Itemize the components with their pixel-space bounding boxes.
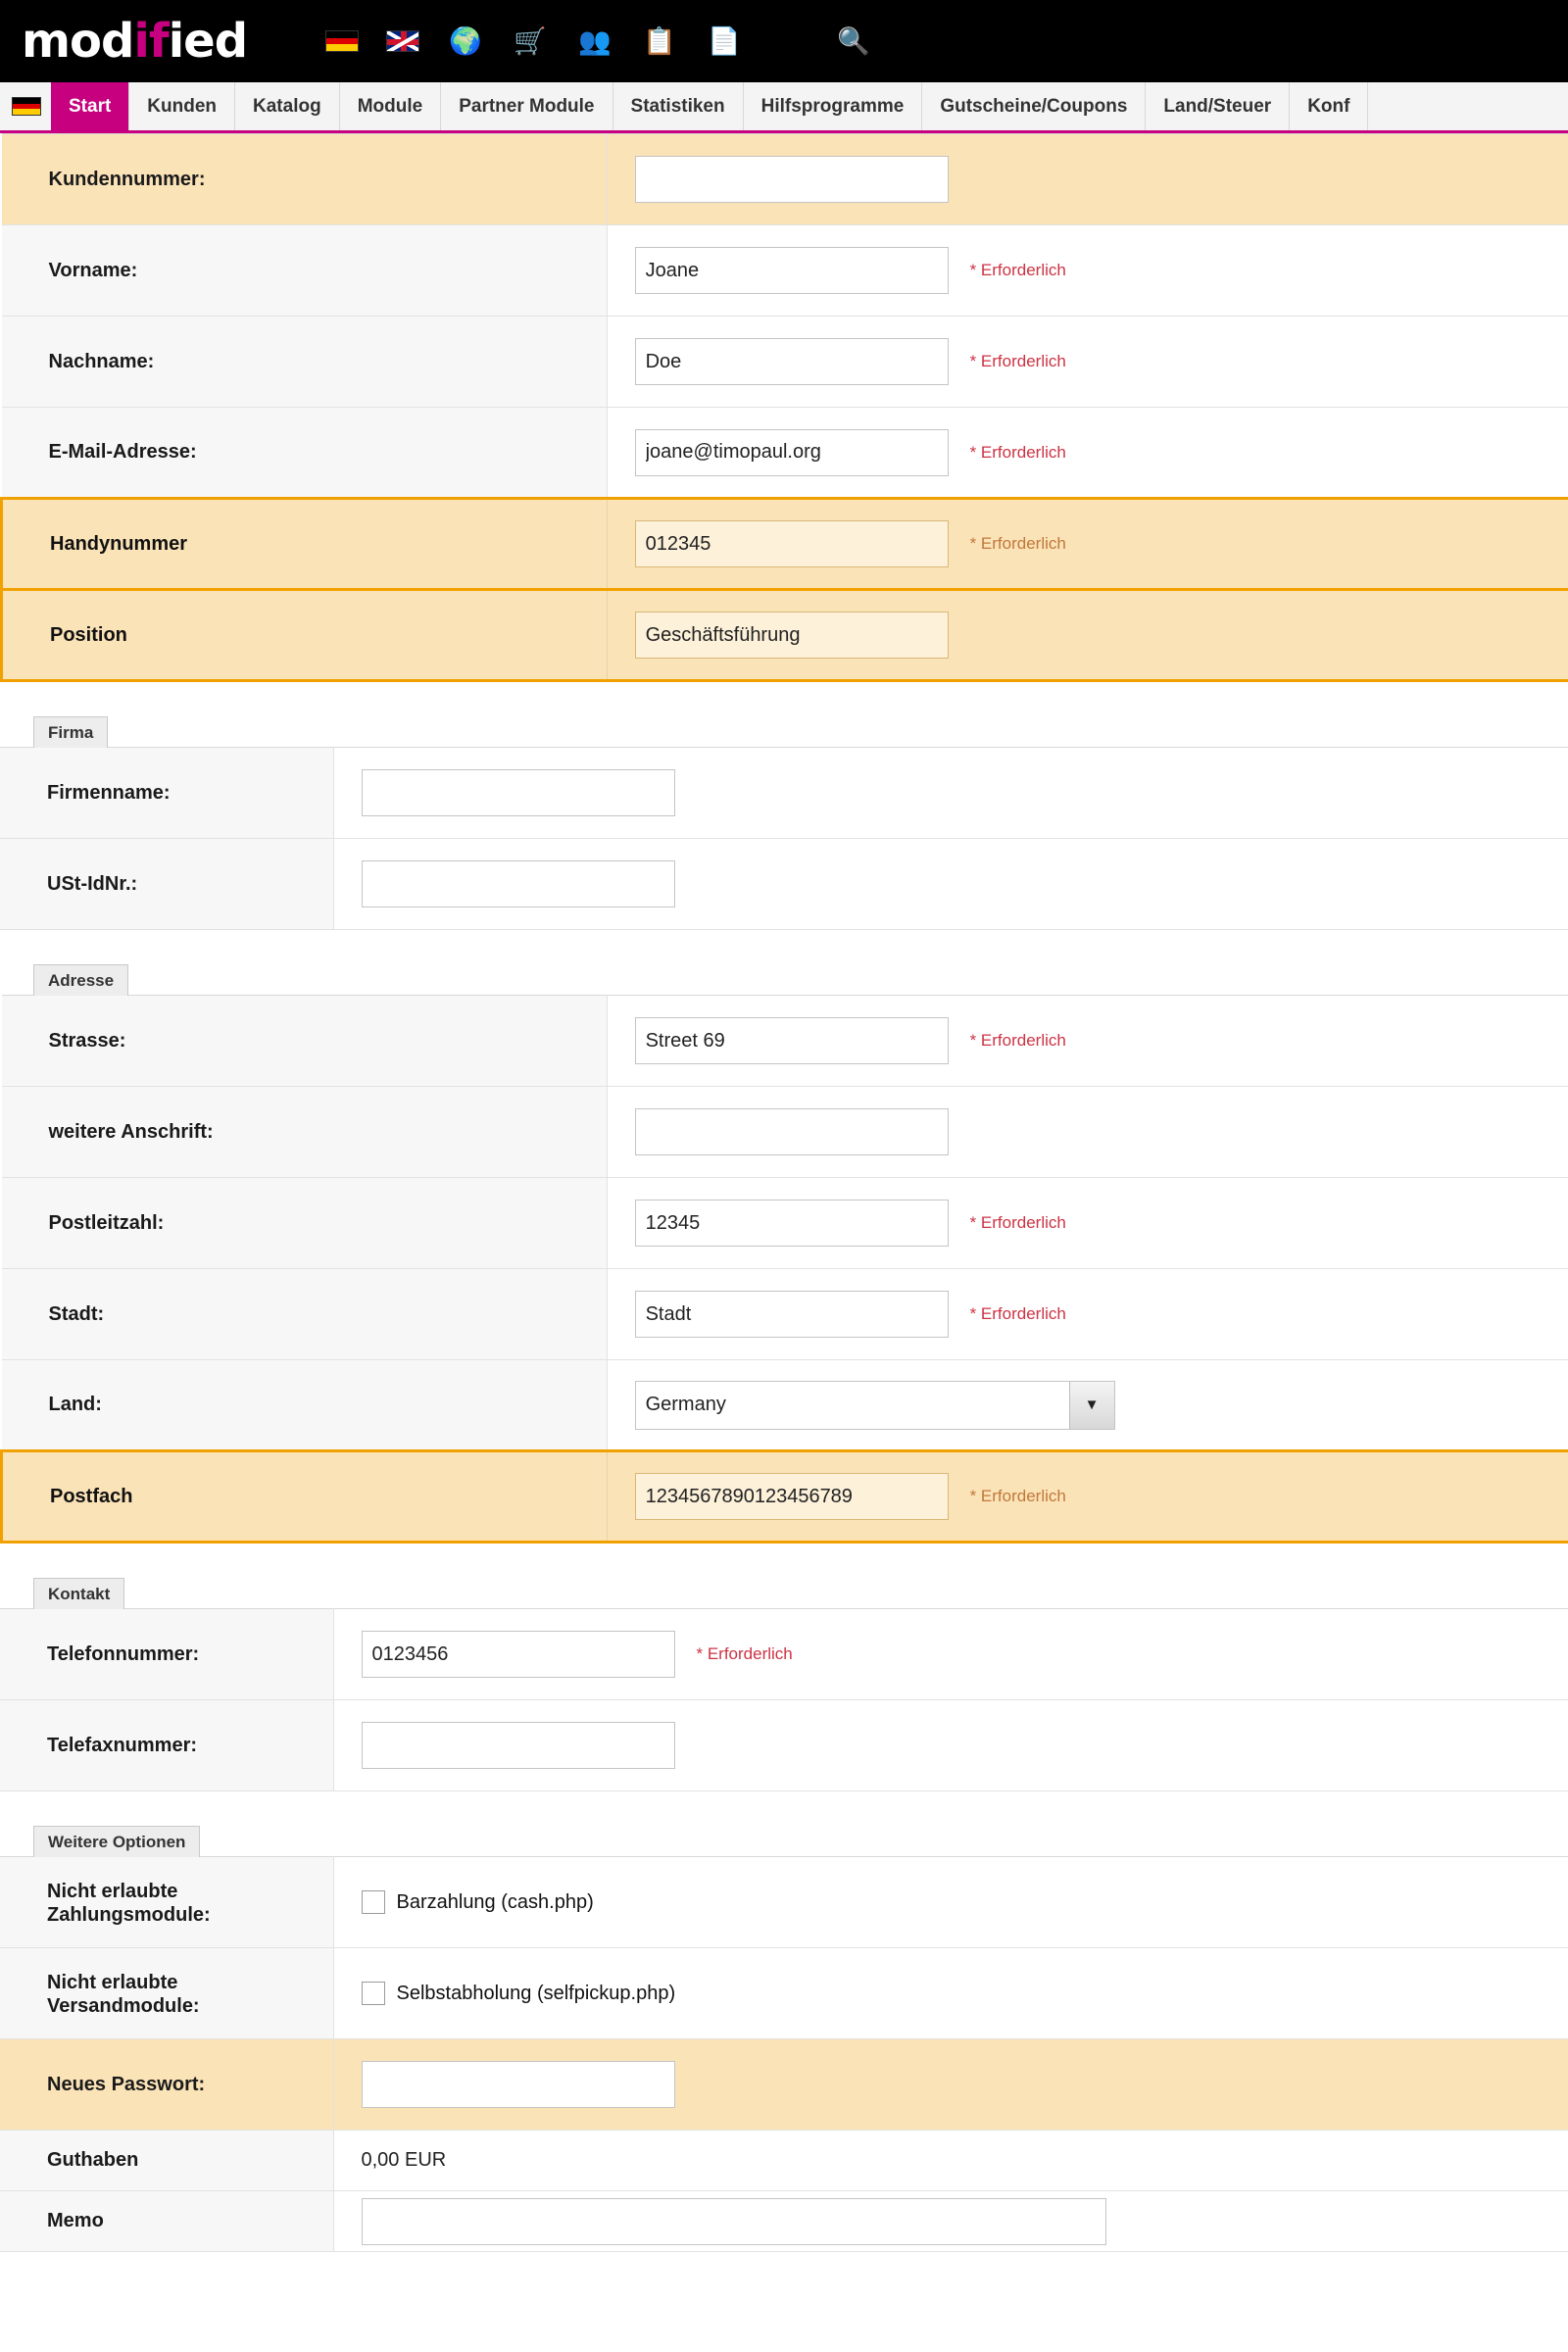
postleitzahl-input[interactable] [635, 1200, 949, 1247]
required-marker: * Erforderlich [969, 442, 1066, 462]
app-logo[interactable] [22, 14, 247, 69]
field-label: Nicht erlaubte Versandmodule: [0, 1948, 333, 2039]
section-adresse [0, 963, 1568, 1544]
section-legend-weitere-optionen: Weitere Optionen [33, 1826, 200, 1857]
payment-module-label: Barzahlung (cash.php) [396, 1890, 594, 1913]
required-marker: * Erforderlich [969, 1304, 1066, 1323]
section-gap [0, 682, 1568, 715]
menu-item-partner-module[interactable]: Partner Module [441, 82, 612, 130]
main-menu [0, 82, 1568, 133]
required-marker: * Erforderlich [969, 1487, 1066, 1505]
section-gap [0, 1544, 1568, 1577]
field-label: Postleitzahl: [2, 1178, 608, 1269]
menu-item-konfiguration[interactable]: Konf [1290, 82, 1368, 130]
table-row [0, 2039, 1568, 2131]
guthaben-value: 0,00 EUR [361, 2149, 447, 2171]
field-cell [607, 590, 1568, 681]
ust-idnr-input[interactable] [362, 860, 675, 907]
field-label: Handynummer [2, 499, 608, 590]
search-icon[interactable]: 🔍 [837, 25, 870, 56]
table-row [0, 1700, 1568, 1791]
field-label: Firmenname: [0, 748, 333, 839]
field-cell [607, 1269, 1568, 1360]
logo-part-3: ied [168, 14, 248, 69]
required-marker: * Erforderlich [969, 352, 1066, 370]
field-label: Memo [0, 2191, 333, 2252]
table-row-highlighted [2, 1451, 1568, 1543]
section-legend-kontakt: Kontakt [33, 1578, 124, 1609]
kontakt-table [0, 1608, 1568, 1791]
field-label: Stadt: [2, 1269, 608, 1360]
stadt-input[interactable] [635, 1291, 949, 1338]
table-row [2, 996, 1568, 1087]
menu-item-start[interactable]: Start [51, 82, 129, 130]
field-cell [607, 225, 1568, 317]
field-cell [607, 317, 1568, 408]
payment-module-checkbox[interactable] [362, 1890, 385, 1914]
section-firma [0, 715, 1568, 930]
table-row [2, 134, 1568, 225]
required-marker: * Erforderlich [696, 1644, 793, 1663]
field-cell [607, 408, 1568, 499]
table-row [0, 1609, 1568, 1700]
field-label: Kundennummer: [2, 134, 608, 225]
section-gap [0, 930, 1568, 963]
table-row-highlighted [2, 590, 1568, 681]
chevron-down-icon: ▼ [1069, 1382, 1114, 1429]
logo-part-2: if [133, 14, 169, 69]
field-cell [607, 1451, 1568, 1543]
orders-icon[interactable]: 📋 [643, 25, 676, 56]
field-cell [607, 1360, 1568, 1451]
field-label: E-Mail-Adresse: [2, 408, 608, 499]
table-row [2, 1087, 1568, 1178]
flag-uk-icon[interactable] [386, 30, 419, 52]
field-cell [333, 1857, 1568, 1948]
land-select[interactable] [635, 1381, 1115, 1430]
firmenname-input[interactable] [362, 769, 675, 816]
field-label: Position [2, 590, 608, 681]
required-marker: * Erforderlich [969, 1213, 1066, 1232]
firma-table [0, 747, 1568, 930]
personal-data-table [0, 133, 1568, 682]
land-selected-value: Germany [645, 1394, 726, 1415]
table-row [2, 1178, 1568, 1269]
top-toolbar [0, 0, 1568, 82]
field-label: Telefaxnummer: [0, 1700, 333, 1791]
field-cell [333, 2131, 1568, 2191]
flag-de-icon [12, 97, 41, 116]
position-input[interactable] [635, 612, 949, 659]
memo-input[interactable] [362, 2198, 1106, 2245]
shipping-module-checkbox[interactable] [362, 1982, 385, 2005]
field-cell [333, 1609, 1568, 1700]
toolbar-icons [325, 23, 872, 60]
field-label: Guthaben [0, 2131, 333, 2191]
field-label: Telefonnummer: [0, 1609, 333, 1700]
field-label: Vorname: [2, 225, 608, 317]
globe-icon[interactable]: 🌍 [449, 25, 482, 56]
adresse-table [0, 995, 1568, 1544]
table-row [2, 1360, 1568, 1451]
strasse-input[interactable] [635, 1017, 949, 1064]
field-label: weitere Anschrift: [2, 1087, 608, 1178]
table-row [0, 2191, 1568, 2252]
field-cell [607, 1178, 1568, 1269]
customers-icon[interactable]: 👥 [578, 25, 612, 56]
shipping-module-label: Selbstabholung (selfpickup.php) [396, 1982, 676, 2004]
table-row [0, 2131, 1568, 2191]
table-row [0, 839, 1568, 930]
field-label: Nicht erlaubte Zahlungsmodule: [0, 1857, 333, 1948]
table-row [0, 1857, 1568, 1948]
section-kontakt [0, 1577, 1568, 1791]
weitere-anschrift-input[interactable] [635, 1108, 949, 1155]
table-row [0, 748, 1568, 839]
customer-form [0, 133, 1568, 2252]
field-label: Strasse: [2, 996, 608, 1087]
field-cell [333, 1948, 1568, 2039]
field-label: Postfach [2, 1451, 608, 1543]
table-row [2, 1269, 1568, 1360]
vorname-input[interactable] [635, 247, 949, 294]
menu-item-gutscheine-coupons[interactable]: Gutscheine/Coupons [922, 82, 1146, 130]
field-cell [607, 1087, 1568, 1178]
section-gap [0, 1791, 1568, 1825]
reports-icon[interactable]: 📄 [708, 25, 741, 56]
table-row [0, 1948, 1568, 2039]
menu-item-katalog[interactable]: Katalog [235, 82, 340, 130]
table-row [2, 225, 1568, 317]
table-row-highlighted [2, 499, 1568, 590]
field-cell [607, 499, 1568, 590]
section-legend-adresse: Adresse [33, 964, 128, 996]
required-marker: * Erforderlich [969, 261, 1066, 279]
menu-item-statistiken[interactable]: Statistiken [613, 82, 744, 130]
table-row [2, 317, 1568, 408]
kundennummer-input[interactable] [635, 156, 949, 203]
field-cell [333, 839, 1568, 930]
field-label: USt-IdNr.: [0, 839, 333, 930]
section-weitere-optionen [0, 1825, 1568, 2252]
field-label: Nachname: [2, 317, 608, 408]
field-cell [333, 1700, 1568, 1791]
field-cell [333, 748, 1568, 839]
neues-passwort-input[interactable] [362, 2061, 675, 2108]
table-row [2, 408, 1568, 499]
logo-part-1: mod [22, 14, 134, 69]
menu-item-hilfsprogramme[interactable]: Hilfsprogramme [744, 82, 923, 130]
menu-item-module[interactable]: Module [340, 82, 442, 130]
field-label: Neues Passwort: [0, 2039, 333, 2131]
telefaxnummer-input[interactable] [362, 1722, 675, 1769]
postfach-input[interactable] [635, 1473, 949, 1520]
cart-icon[interactable]: 🛒 [514, 25, 547, 56]
database-icon[interactable]: 🗄 [771, 25, 807, 56]
menu-item-kunden[interactable]: Kunden [129, 82, 235, 130]
field-cell [607, 134, 1568, 225]
email-input[interactable] [635, 429, 949, 476]
field-cell [607, 996, 1568, 1087]
field-cell [333, 2039, 1568, 2131]
handynummer-input[interactable] [635, 520, 949, 567]
menu-item-land-steuer[interactable]: Land/Steuer [1146, 82, 1290, 130]
field-label: Land: [2, 1360, 608, 1451]
section-legend-firma: Firma [33, 716, 108, 748]
menu-language-flag[interactable] [0, 82, 51, 130]
flag-de-icon[interactable] [325, 30, 359, 52]
telefonnummer-input[interactable] [362, 1631, 675, 1678]
weitere-optionen-table [0, 1856, 1568, 2252]
required-marker: * Erforderlich [969, 534, 1066, 553]
nachname-input[interactable] [635, 338, 949, 385]
required-marker: * Erforderlich [969, 1031, 1066, 1050]
field-cell [333, 2191, 1568, 2252]
